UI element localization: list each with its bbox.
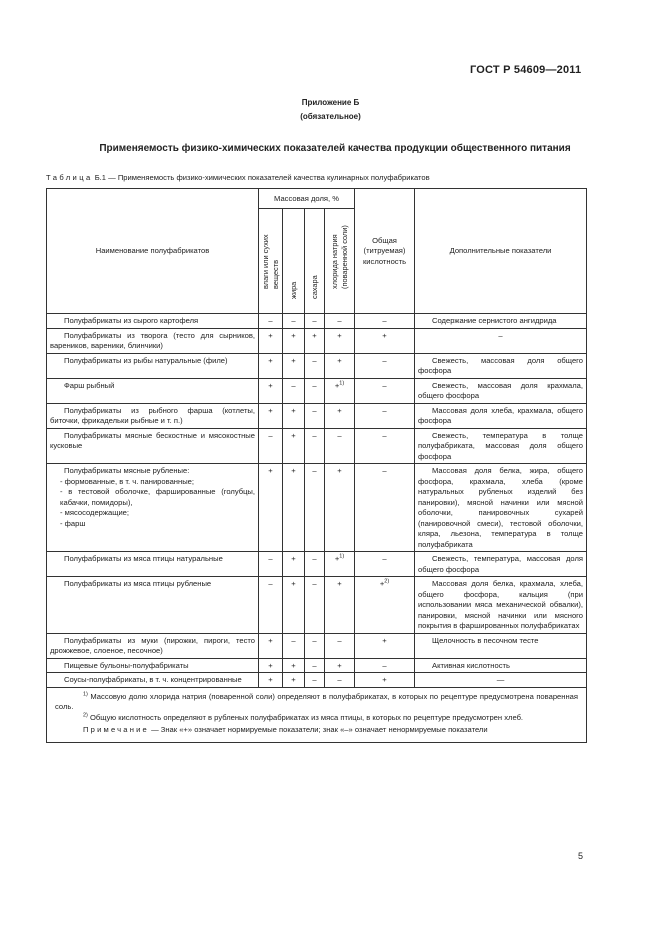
cell-extra: – bbox=[415, 328, 587, 353]
header-acidity-line1: Общая bbox=[372, 235, 397, 245]
document-title: Применяемость физико-химических показателей качества продукции общественного питания bbox=[99, 143, 571, 154]
cell-fat: – bbox=[283, 314, 305, 329]
header-moisture bbox=[259, 209, 283, 314]
row-name: Фарш рыбный bbox=[47, 378, 259, 403]
cell-salt: + bbox=[325, 577, 355, 634]
vertical-header-text bbox=[261, 234, 281, 289]
footnotes-row bbox=[47, 687, 587, 742]
table-note-word: Примечание bbox=[83, 725, 149, 734]
header-sugar bbox=[305, 209, 325, 314]
header-moisture-line2: веществ bbox=[270, 259, 280, 289]
cell-salt-value: + bbox=[334, 554, 340, 563]
cell-moisture: – bbox=[259, 577, 283, 634]
cell-sugar: – bbox=[305, 552, 325, 577]
cell-acidity: + bbox=[355, 673, 415, 688]
footnote-2-mark: 2) bbox=[83, 711, 88, 718]
cell-acidity: + bbox=[355, 328, 415, 353]
cell-salt: + bbox=[325, 658, 355, 673]
row-name bbox=[47, 464, 259, 552]
cell-salt: + bbox=[325, 464, 355, 552]
cell-fat: + bbox=[283, 328, 305, 353]
cell-sugar: – bbox=[305, 633, 325, 658]
row-name: Полуфабрикаты из творога (тесто для сырников, вареников, вареники, блинчики) bbox=[47, 328, 259, 353]
cell-sugar: – bbox=[305, 464, 325, 552]
header-mass-fraction: Массовая доля, % bbox=[259, 189, 355, 209]
footnote-2-text: Общую кислотность определяют в рубленых полуфабрикатах из мяса птицы, в которых по рецептуре предусмотрен хлеб. bbox=[87, 712, 524, 722]
table-row bbox=[47, 403, 587, 428]
cell-fat: + bbox=[283, 403, 305, 428]
row-name: Полуфабрикаты мясные бескостные и мясокостные кусковые bbox=[47, 428, 259, 464]
annex-title: Приложение Б bbox=[301, 98, 360, 107]
cell-moisture: + bbox=[259, 658, 283, 673]
cell-extra: — bbox=[415, 673, 587, 688]
row-name: Полуфабрикаты из муки (пирожки, пироги, тесто дрожжевое, слоеное, песочное) bbox=[47, 633, 259, 658]
table-row bbox=[47, 633, 587, 658]
cell-fat: – bbox=[283, 378, 305, 403]
cell-extra: Массовая доля хлеба, крахмала, общего фосфора bbox=[415, 403, 587, 428]
cell-moisture: – bbox=[259, 428, 283, 464]
cell-sugar: – bbox=[305, 314, 325, 329]
cell-acidity: – bbox=[355, 658, 415, 673]
cell-salt: – bbox=[325, 314, 355, 329]
cell-sugar: – bbox=[305, 658, 325, 673]
footnote-ref: 1) bbox=[339, 379, 345, 386]
table-row bbox=[47, 658, 587, 673]
header-moisture-line1: влаги или сухих bbox=[260, 234, 270, 289]
table-note bbox=[55, 725, 578, 736]
cell-sugar: – bbox=[305, 673, 325, 688]
cell-sugar: – bbox=[305, 428, 325, 464]
applicability-table bbox=[46, 188, 587, 743]
cell-extra: Свежесть, массовая доля крахмала, общего фосфора bbox=[415, 378, 587, 403]
cell-acidity: – bbox=[355, 353, 415, 378]
annex-status: (обязательное) bbox=[300, 112, 361, 121]
row-name: Полуфабрикаты из сырого картофеля bbox=[47, 314, 259, 329]
footnote-1 bbox=[55, 692, 578, 713]
row-subitem: - в тестовой оболочке, фаршированные (голубцы, кабачки, помидоры), bbox=[60, 487, 255, 507]
vertical-header-text: сахара bbox=[309, 275, 319, 299]
cell-fat: + bbox=[283, 428, 305, 464]
footnote-ref: 2) bbox=[384, 578, 390, 585]
cell-sugar: – bbox=[305, 378, 325, 403]
cell-acidity: – bbox=[355, 428, 415, 464]
header-salt bbox=[325, 209, 355, 314]
cell-salt bbox=[325, 378, 355, 403]
cell-extra: Свежесть, температура, массовая доля общего фосфора bbox=[415, 552, 587, 577]
cell-fat: + bbox=[283, 464, 305, 552]
row-name: Полуфабрикаты из мяса птицы рубленые bbox=[47, 577, 259, 634]
vertical-header-text bbox=[330, 225, 350, 289]
table-caption-text: Б.1 — Применяемость физико-химических показателей качества кулинарных полуфабрикатов bbox=[92, 173, 430, 182]
footnote-ref: 1) bbox=[339, 553, 345, 560]
header-name: Наименование полуфабрикатов bbox=[47, 189, 259, 314]
footnote-1-mark: 1) bbox=[83, 690, 88, 697]
header-salt-line2: (поваренной соли) bbox=[339, 225, 349, 289]
cell-moisture: + bbox=[259, 464, 283, 552]
cell-fat: + bbox=[283, 658, 305, 673]
table-row bbox=[47, 353, 587, 378]
cell-moisture: + bbox=[259, 403, 283, 428]
cell-salt: – bbox=[325, 428, 355, 464]
footnote-2 bbox=[55, 713, 578, 724]
row-name: Пищевые бульоны-полуфабрикаты bbox=[47, 658, 259, 673]
header-row-1 bbox=[47, 189, 587, 209]
cell-salt: + bbox=[325, 403, 355, 428]
cell-salt: + bbox=[325, 328, 355, 353]
cell-salt: – bbox=[325, 633, 355, 658]
header-acidity-line2: (титруемая) bbox=[363, 246, 406, 256]
cell-fat: + bbox=[283, 577, 305, 634]
cell-salt bbox=[325, 552, 355, 577]
cell-acidity bbox=[355, 577, 415, 634]
row-subitem: - фарш bbox=[60, 518, 86, 528]
cell-acidity: – bbox=[355, 314, 415, 329]
document-number: ГОСТ Р 54609—2011 bbox=[470, 64, 582, 76]
header-acidity-line3: кислотность bbox=[362, 256, 407, 266]
cell-acidity-value: + bbox=[379, 579, 385, 588]
table-note-text: — Знак «+» означает нормируемые показатели; знак «–» означает ненормируемые показатели bbox=[148, 725, 488, 734]
page-number: 5 bbox=[578, 851, 584, 861]
table-row bbox=[47, 378, 587, 403]
row-subitem: - формованные, в т. ч. панированные; bbox=[60, 476, 194, 486]
cell-sugar: – bbox=[305, 403, 325, 428]
cell-fat: – bbox=[283, 633, 305, 658]
header-acidity bbox=[355, 189, 415, 314]
cell-moisture: + bbox=[259, 673, 283, 688]
cell-sugar: – bbox=[305, 577, 325, 634]
cell-salt-value: + bbox=[334, 380, 340, 390]
header-extra: Дополнительные показатели bbox=[415, 189, 587, 314]
cell-extra: Массовая доля белка, крахмала, хлеба, общего фосфора, кальция (при использовании мяса механической обвалки), панировки, мясной начинки или мясного покрытия в фаршированных полуфабрикатах bbox=[415, 577, 587, 634]
table-row bbox=[47, 464, 587, 552]
header-salt-line1: хлорида натрия bbox=[329, 234, 339, 289]
vertical-header-text: жира bbox=[288, 281, 298, 299]
table-row bbox=[47, 328, 587, 353]
table-row bbox=[47, 673, 587, 688]
table-row bbox=[47, 314, 587, 329]
cell-acidity: – bbox=[355, 552, 415, 577]
cell-moisture: – bbox=[259, 314, 283, 329]
row-name: Соусы-полуфабрикаты, в т. ч. концентрированные bbox=[47, 673, 259, 688]
annex-heading bbox=[0, 96, 661, 124]
table-row bbox=[47, 577, 587, 634]
footnote-1-text: Массовую долю хлорида натрия (поваренной соли) определяют в полуфабрикатах, в которых по рецептуре предусмотрена поваренная соль. bbox=[55, 691, 578, 711]
cell-acidity: – bbox=[355, 378, 415, 403]
row-name: Полуфабрикаты из рыбного фарша (котлеты, биточки, фрикадельки рыбные и т. п.) bbox=[47, 403, 259, 428]
row-subitem: - мясосодержащие; bbox=[60, 508, 130, 517]
table-caption-word: Таблица bbox=[46, 173, 93, 182]
row-name-text: Полуфабрикаты мясные рубленые: bbox=[64, 466, 190, 475]
cell-moisture: + bbox=[259, 378, 283, 403]
cell-moisture: + bbox=[259, 328, 283, 353]
cell-fat: + bbox=[283, 552, 305, 577]
cell-extra: Содержание сернистого ангидрида bbox=[415, 314, 587, 329]
cell-extra: Свежесть, температура в толще полуфабриката, массовая доля общего фосфора bbox=[415, 428, 587, 464]
cell-extra: Активная кислотность bbox=[415, 658, 587, 673]
row-name: Полуфабрикаты из рыбы натуральные (филе) bbox=[47, 353, 259, 378]
table-row bbox=[47, 552, 587, 577]
cell-extra: Массовая доля белка, жира, общего фосфора, крахмала, хлеба (кроме натуральных рубленых изделий без панировки), мясной начинки или мясной оболочки, панировочных сухарей (панировочной смеси), тестовой оболочки, кляра, льезона, температура в толще полуфабриката bbox=[415, 464, 587, 552]
table-caption bbox=[46, 173, 430, 182]
cell-acidity: + bbox=[355, 633, 415, 658]
cell-acidity: – bbox=[355, 403, 415, 428]
row-name: Полуфабрикаты из мяса птицы натуральные bbox=[47, 552, 259, 577]
cell-extra: Свежесть, массовая доля общего фосфора bbox=[415, 353, 587, 378]
footnotes-cell bbox=[47, 687, 587, 742]
cell-sugar: + bbox=[305, 328, 325, 353]
cell-fat: + bbox=[283, 673, 305, 688]
cell-salt: + bbox=[325, 353, 355, 378]
cell-extra: Щелочность в песочном тесте bbox=[415, 633, 587, 658]
cell-moisture: + bbox=[259, 633, 283, 658]
table-row bbox=[47, 428, 587, 464]
cell-sugar: – bbox=[305, 353, 325, 378]
cell-fat: + bbox=[283, 353, 305, 378]
cell-moisture: + bbox=[259, 353, 283, 378]
cell-moisture: – bbox=[259, 552, 283, 577]
cell-acidity: – bbox=[355, 464, 415, 552]
header-fat bbox=[283, 209, 305, 314]
cell-salt: – bbox=[325, 673, 355, 688]
